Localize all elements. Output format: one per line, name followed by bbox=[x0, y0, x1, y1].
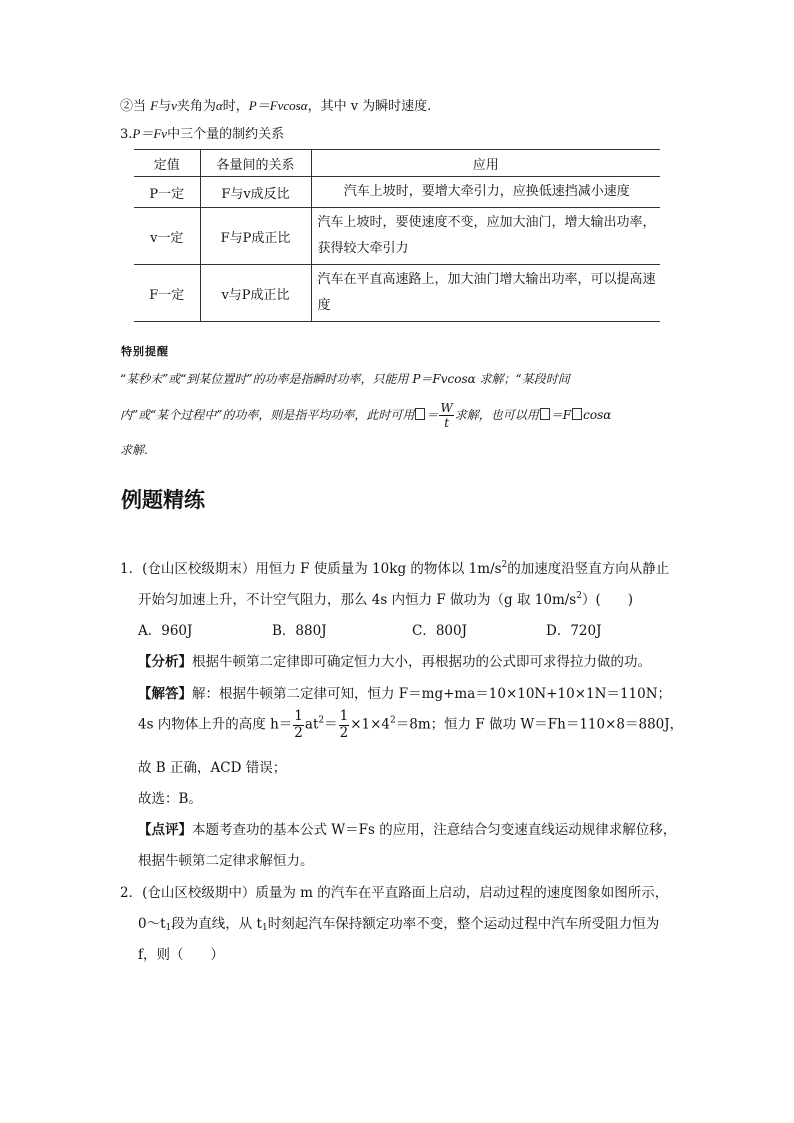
q1-answer-line-1: 【解答】解：根据牛顿第二定律可知，恒力 F＝mg+ma＝10×10N+10×1N＝110N； bbox=[138, 686, 672, 702]
table-cell: v一定 bbox=[134, 208, 200, 265]
q1-option-a: A．960J bbox=[138, 623, 193, 639]
v-bar-symbol bbox=[572, 408, 582, 420]
q1-answer-line-3: 故 B 正确，ACD 错误； bbox=[138, 760, 287, 776]
table-row bbox=[134, 208, 660, 265]
intro-line-2: 3.P＝Fv中三个量的制约关系 bbox=[120, 126, 285, 142]
tip-line-3: 求解. bbox=[120, 443, 148, 457]
tip-line-1: “某秒末”或“到某位置时”的功率是指瞬时功率，只能用 P＝Fvcosα 求解；“某段时间 bbox=[120, 372, 570, 386]
tip-line-2: 内”或“某个过程中”的功率，则是指平均功率，此时可用 ＝ $\frac{W}{t}$ 求解，也可以用 ＝F cosα bbox=[120, 401, 612, 430]
fraction-one-half: $\frac{1}{2}$ bbox=[339, 708, 349, 741]
table-cell: 汽车上坡时，要增大牵引力，应换低速挡减小速度 bbox=[311, 177, 660, 208]
q1-answer-line-4: 故选：B。 bbox=[138, 791, 202, 807]
relation-table bbox=[134, 149, 660, 322]
q1-option-d: D．720J bbox=[546, 623, 602, 639]
table-header: 定值 bbox=[134, 150, 200, 177]
q1-line-2: 开始匀加速上升，不计空气阻力，那么 4s 内恒力 F 做功为（g 取 $10m/s^2$）( ) bbox=[138, 591, 634, 608]
table-cell: v与P成正比 bbox=[200, 265, 311, 322]
table-cell: F一定 bbox=[134, 265, 200, 322]
p-bar-symbol bbox=[415, 408, 425, 420]
table-cell: 汽车在平直高速路上，加大油门增大输出功率，可以提高速度 bbox=[311, 265, 660, 322]
table-row bbox=[134, 177, 660, 208]
table-header: 应用 bbox=[311, 150, 660, 177]
q1-option-b: B．880J bbox=[272, 623, 327, 639]
table-header: 各量间的关系 bbox=[200, 150, 311, 177]
q1-answer-line-2: 4s 内物体上升的高度 h＝ $\frac{1}{2}$ $at^2=$ $\frac{1}{2}$ $\times 1\times 4^2=8m$；恒力 F 做功 W＝Fh＝110×8＝880J， bbox=[138, 708, 684, 741]
fraction-w-over-t: $\frac{W}{t}$ bbox=[440, 401, 453, 430]
tip-title: 特别提醒 bbox=[121, 345, 169, 358]
p-bar-symbol bbox=[540, 408, 550, 420]
q2-line-3: f，则（ ） bbox=[138, 947, 224, 963]
intro-line-1: ②当 F与v夹角为α时，P＝Fvcosα，其中 v 为瞬时速度. bbox=[120, 98, 432, 114]
table-cell: F与P成正比 bbox=[200, 208, 311, 265]
q1-comment-line-2: 根据牛顿第二定律求解恒力。 bbox=[138, 853, 314, 869]
q1-analysis: 【分析】根据牛顿第二定律即可确定恒力大小，再根据功的公式即可求得拉力做的功。 bbox=[138, 654, 651, 670]
fraction-one-half: $\frac{1}{2}$ bbox=[294, 708, 303, 741]
q1-option-c: C．800J bbox=[412, 623, 468, 639]
table-cell: P一定 bbox=[134, 177, 200, 208]
q2-line-1: 2．(仓山区校级期中）质量为 m 的汽车在平直路面上启动，启动过程的速度图象如图所示， bbox=[120, 885, 669, 901]
table-header-row bbox=[134, 150, 660, 177]
section-title: 例题精练 bbox=[121, 488, 205, 512]
q2-line-2: $0\sim t_1$段为直线，从 $t_1$时刻起汽车保持额定功率不变，整个运动过程中汽车所受阻力恒为 bbox=[138, 916, 660, 933]
q1-line-1: 1．(仓山区校级期末）用恒力 F 使质量为 10kg 的物体以 $1m/s^2$的加速度沿竖直方向从静止 bbox=[120, 560, 670, 577]
table-cell: 汽车上坡时，要使速度不变，应加大油门，增大输出功率，获得较大牵引力 bbox=[311, 208, 660, 265]
table-row bbox=[134, 265, 660, 322]
table-cell: F与v成反比 bbox=[200, 177, 311, 208]
q1-comment-line-1: 【点评】本题考查功的基本公式 W＝Fs 的应用，注意结合匀变速直线运动规律求解位移， bbox=[138, 822, 677, 838]
